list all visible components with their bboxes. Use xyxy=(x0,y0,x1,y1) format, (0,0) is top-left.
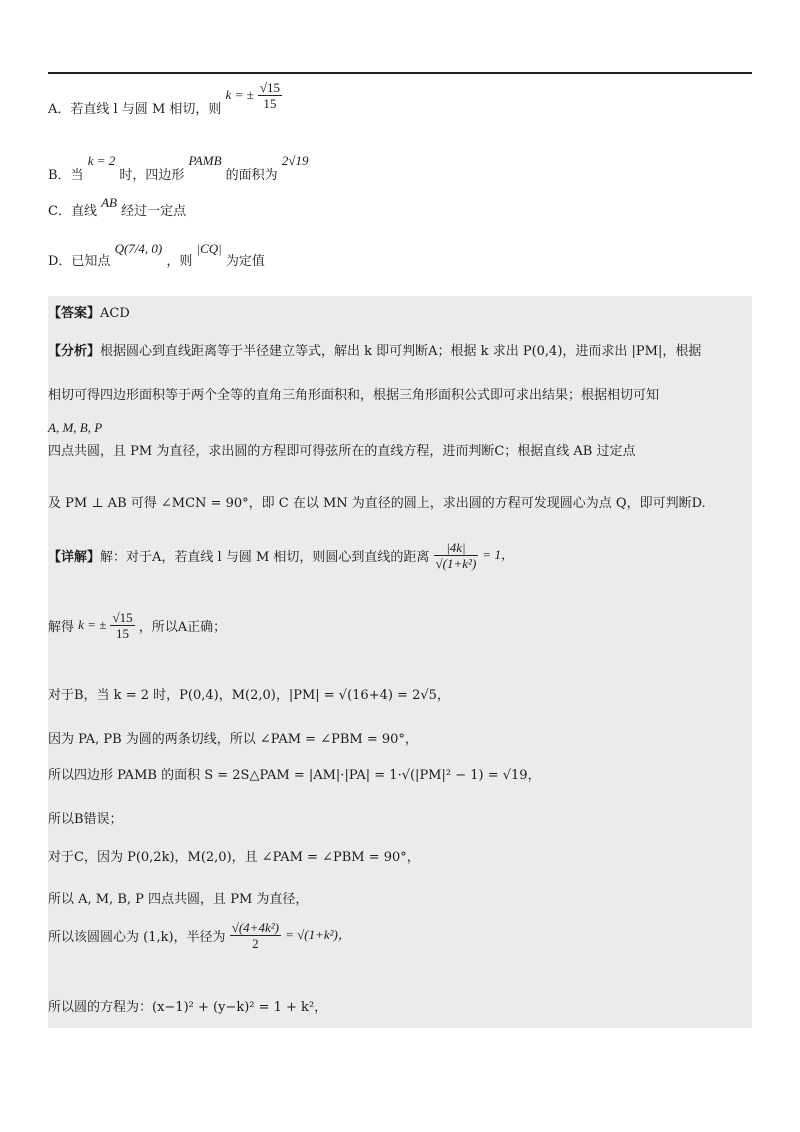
detail-line-5: 所以四边形 PAMB 的面积 S = 2S△PAM = |AM|·|PA| = 1·√(|PM|² − 1) = √19， xyxy=(48,768,541,783)
detail-line-7: 对于C，因为 P(0,2k)，M(2,0)，且 ∠PAM = ∠PBM = 90°， xyxy=(48,850,420,865)
detail-line-2: 解得 k = ± $\frac{√15}{15}$ ，所以A正确； xyxy=(48,610,227,641)
detail-line-9: 所以该圆圆心为 (1,k)，半径为 $\frac{\text{√(4+4k²)}}{2}$ = √(1+k²)， xyxy=(48,920,351,951)
detail-line-10: 所以圆的方程为：(x−1)² + (y−k)² = 1 + k²， xyxy=(48,1000,328,1015)
detail-line-4: 因为 PA, PB 为圆的两条切线，所以 ∠PAM = ∠PBM = 90°， xyxy=(48,732,418,747)
option-a-fraction: $\frac{√15}{15}$ xyxy=(259,80,280,111)
analysis-line-3: A, M, B, P 四点共圆，且 PM 为直径，求出圆的方程即可得弦所在的直线方程，进而判断C；根据直线 AB 过定点 xyxy=(48,420,636,459)
analysis-line-1: 【分析】根据圆心到直线距离等于半径建立等式，解出 k 即可判断A；根据 k 求出 P(0,4)，进而求出 |PM|，根据 xyxy=(48,344,702,359)
solution-box xyxy=(48,296,752,1028)
answer-value: ACD xyxy=(100,306,130,321)
analysis-line-2: 相切可得四边形面积等于两个全等的直角三角形面积和，根据三角形面积公式即可求出结果；根据相切可知 xyxy=(48,388,660,403)
option-d: D．已知点 Q(7/4, 0) ，则 |CQ| 为定值 xyxy=(48,241,265,269)
header-rule xyxy=(48,72,752,74)
detail-line-3: 对于B，当 k = 2 时，P(0,4)，M(2,0)，|PM| = √(16+4) = 2√5， xyxy=(48,688,450,703)
detail-line-8: 所以 A, M, B, P 四点共圆，且 PM 为直径， xyxy=(48,892,309,907)
detail-line-1: 【详解】解：对于A，若直线 l 与圆 M 相切，则圆心到直线的距离 $\frac{|4k|}{\text{√(1+k²)}}$ = 1， xyxy=(48,540,514,571)
detail-line-6: 所以B错误； xyxy=(48,812,123,827)
option-a-math: k = ± xyxy=(225,87,254,102)
analysis-line-4: 及 PM ⊥ AB 可得 ∠MCN = 90°，即 C 在以 MN 为直径的圆上，求出圆的方程可发现圆心为点 Q，即可判断D. xyxy=(48,496,706,511)
option-c: C．直线 AB 经过一定点 xyxy=(48,195,187,219)
answer-line: 【答案】ACD xyxy=(48,306,130,321)
option-a xyxy=(48,80,282,117)
option-b: B．当 k = 2 时，四边形 PAMB 的面积为 2√19 xyxy=(48,153,309,183)
option-a-text: A．若直线 l 与圆 M 相切，则 xyxy=(48,102,222,117)
